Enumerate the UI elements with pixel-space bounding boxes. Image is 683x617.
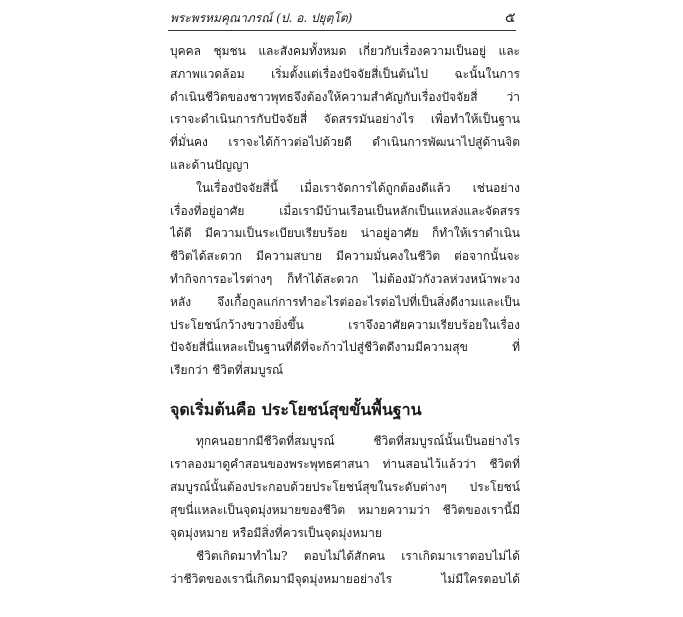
text-line: เราจะดำเนินการกับปัจจัยสี่ จัดสรรมันอย่างไร เพื่อทำให้เป็นฐาน: [170, 112, 520, 127]
text-line: เรื่องที่อยู่อาศัย เมื่อเรามีบ้านเรือนเป็นหลักเป็นแหล่งและจัดสรร: [170, 203, 520, 218]
text-line: ในเรื่องปัจจัยสี่นี้ เมื่อเราจัดการได้ถูกต้องดีแล้ว เช่นอย่าง: [196, 180, 520, 195]
text-line: และด้านปัญญา: [170, 157, 250, 172]
header-divider: [168, 30, 516, 31]
text-line: สุขนี่แหละเป็นจุดมุ่งหมายของชีวิต หมายความว่า ชีวิตของเรานี้มี: [170, 502, 520, 517]
text-line: เราลองมาดูคำสอนของพระพุทธศาสนา ท่านสอนไว้แล้วว่า ชีวิตที่: [170, 456, 520, 471]
text-line: ที่มั่นคง เราจะได้ก้าวต่อไปด้วยดี ดำเนินการพัฒนาไปสู่ด้านจิต: [170, 135, 520, 150]
page-body: [170, 40, 520, 591]
text-line: ชีวิตเกิดมาทำไม? ตอบไม่ได้สักคน เราเกิดมาเราตอบไม่ได้: [196, 548, 520, 563]
text-line: ทำกิจการอะไรต่างๆ ก็ทำได้สะดวก ไม่ต้องมัวกังวลห่วงหน้าพะวง: [170, 271, 520, 286]
text-line: ปัจจัยสี่นี่แหละเป็นฐานที่ดีที่จะก้าวไปสู่ชีวิตดีงามมีความสุข ที่: [170, 340, 520, 355]
paragraph: [170, 177, 520, 382]
paragraph: [170, 40, 520, 177]
text-line: ทุกคนอยากมีชีวิตที่สมบูรณ์ ชีวิตที่สมบูรณ์นั้นเป็นอย่างไร: [196, 433, 520, 448]
running-header: พระพรหมคุณาภรณ์ (ป. อ. ปยุตฺโต): [170, 11, 353, 25]
text-line: จุดมุ่งหมาย หรือมีสิ่งที่ควรเป็นจุดมุ่งหมาย: [170, 525, 382, 540]
section-heading: จุดเริ่มต้นคือ ประโยชน์สุขขั้นพื้นฐาน: [170, 399, 422, 419]
page-number: ๕: [505, 10, 516, 26]
text-line: สภาพแวดล้อม เริ่มตั้งแต่เรื่องปัจจัยสี่เป็นต้นไป ฉะนั้นในการ: [170, 66, 520, 81]
text-line: สมบูรณ์นั้นต้องประกอบด้วยประโยชน์สุขในระดับต่างๆ ประโยชน์: [170, 479, 520, 494]
text-line: ประโยชน์กว้างขวางยิ่งขึ้น เราจึงอาศัยความเรียบร้อยในเรื่อง: [170, 317, 520, 332]
paragraph: [170, 430, 520, 545]
text-line: ได้ดี มีความเป็นระเบียบเรียบร้อย น่าอยู่อาศัย ก็ทำให้เราดำเนิน: [170, 226, 520, 241]
text-line: ชีวิตได้สะดวก มีความสบาย มีความมั่นคงในชีวิต ต่อจากนั้นจะ: [170, 249, 520, 264]
text-line: บุคคล ชุมชน และสังคมทั้งหมด เกี่ยวกับเรื่องความเป็นอยู่ และ: [170, 44, 520, 58]
section: [170, 430, 520, 591]
text-line: ว่าชีวิตของเรานี่เกิดมามีจุดมุ่งหมายอย่างไร ไม่มีใครตอบได้: [170, 571, 520, 586]
text-line: ดำเนินชีวิตของชาวพุทธจึงต้องให้ความสำคัญกับเรื่องปัจจัยสี่ ว่า: [170, 89, 520, 104]
text-line: เรียกว่า ชีวิตที่สมบูรณ์: [170, 363, 284, 378]
paragraph: [170, 545, 520, 591]
text-line: หลัง จึงเกื้อกูลแก่การทำอะไรต่ออะไรต่อไปที่เป็นสิ่งดีงามและเป็น: [170, 294, 520, 309]
